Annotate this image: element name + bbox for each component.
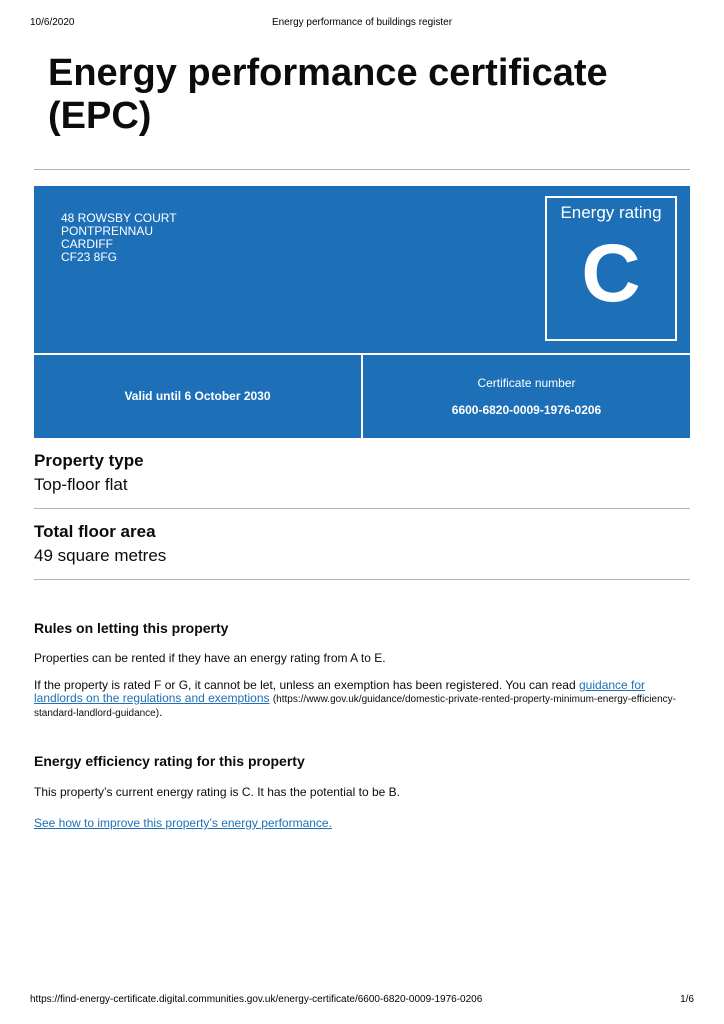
address-line: 48 ROWSBY COURT bbox=[61, 211, 177, 225]
landlord-guidance-url[interactable]: (https://www.gov.uk/guidance/domestic-private-rented-property-minimum-energy-efficiency-standard-landlord-guidance) bbox=[34, 694, 676, 719]
energy-rating-box bbox=[545, 196, 677, 341]
efficiency-rating-heading: Energy efficiency rating for this property bbox=[34, 753, 305, 769]
print-document-title: Energy performance of buildings register bbox=[271, 17, 453, 28]
address-line: CF23 8FG bbox=[61, 250, 118, 264]
letting-rules-paragraph: Properties can be rented if they have an energy rating from A to E. bbox=[34, 651, 386, 665]
floor-area-heading: Total floor area bbox=[34, 522, 156, 541]
page-number: 1/6 bbox=[680, 994, 694, 1005]
energy-rating-letter: C bbox=[581, 228, 641, 319]
certificate-number: 6600-6820-0009-1976-0206 bbox=[451, 403, 602, 417]
improve-performance-link[interactable]: See how to improve this property’s energy performance. bbox=[34, 816, 332, 830]
improve-performance-paragraph bbox=[34, 817, 694, 830]
exemptions-text-end: . bbox=[159, 705, 163, 719]
epc-summary-panel bbox=[34, 186, 690, 438]
page-title: Energy performance certificate (EPC) bbox=[48, 52, 608, 137]
section-divider bbox=[34, 508, 690, 509]
energy-rating-label: Energy rating bbox=[560, 203, 662, 222]
property-type-heading: Property type bbox=[34, 451, 144, 470]
letting-rules-heading: Rules on letting this property bbox=[34, 620, 229, 636]
certificate-number-label: Certificate number bbox=[477, 376, 576, 390]
print-footer-url: https://find-energy-certificate.digital.communities.gov.uk/energy-certificate/6600-6820-0009-1976-0206 bbox=[30, 994, 483, 1005]
section-divider bbox=[34, 579, 690, 580]
valid-until: Valid until 6 October 2030 bbox=[124, 389, 271, 403]
title-divider bbox=[34, 169, 690, 170]
property-type-value: Top-floor flat bbox=[34, 475, 128, 494]
print-date: 10/6/2020 bbox=[30, 17, 75, 28]
address-line: CARDIFF bbox=[61, 237, 113, 251]
landlord-guidance-link[interactable]: guidance for landlords on the regulations and exemptions bbox=[34, 678, 646, 705]
panel-divider-vertical bbox=[361, 355, 363, 438]
address-line: PONTPRENNAU bbox=[61, 224, 154, 238]
property-address bbox=[61, 212, 177, 264]
print-footer bbox=[30, 994, 694, 1008]
letting-exemptions-paragraph bbox=[34, 679, 694, 720]
exemptions-text: If the property is rated F or G, it cannot be let, unless an exemption has been registered. You can read bbox=[34, 678, 579, 692]
floor-area-value: 49 square metres bbox=[34, 546, 167, 565]
efficiency-rating-text: This property’s current energy rating is C. It has the potential to be B. bbox=[34, 785, 400, 799]
print-header bbox=[30, 17, 694, 31]
